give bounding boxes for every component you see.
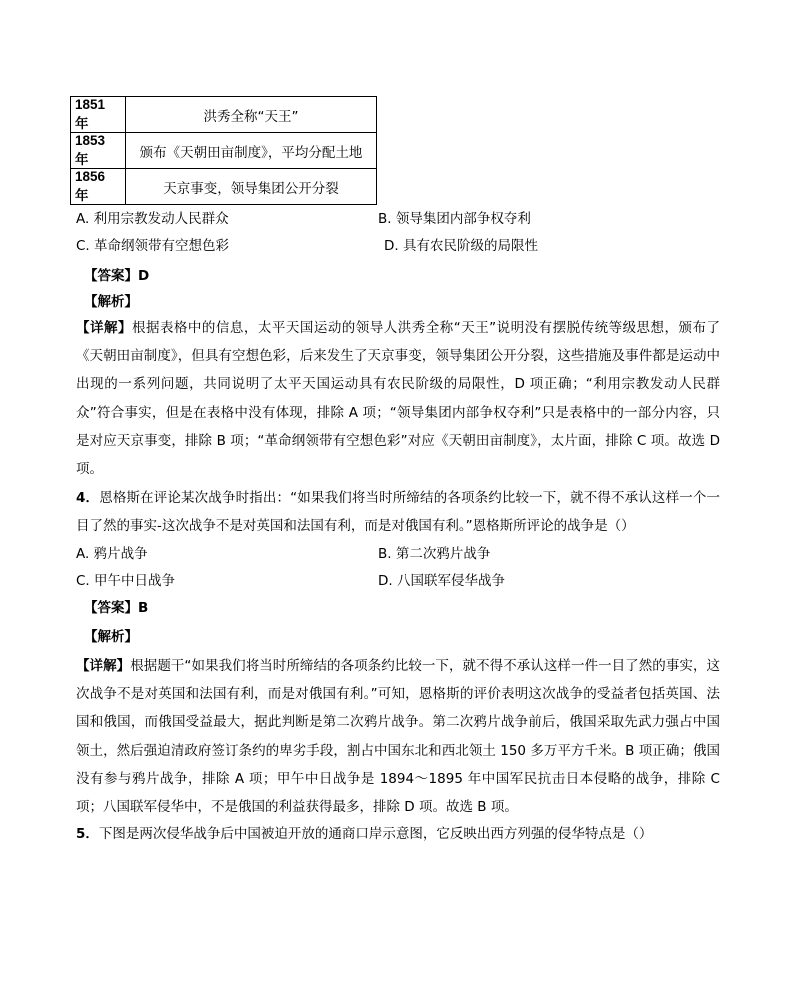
q4-answer bbox=[84, 598, 148, 618]
q4-analysis-label: 【解析】 bbox=[84, 629, 138, 645]
q5-stem bbox=[76, 824, 652, 844]
q4-stem bbox=[76, 484, 720, 540]
q4-number: 4． bbox=[76, 490, 100, 506]
table-row bbox=[71, 169, 377, 205]
q3-analysis-label: 【解析】 bbox=[84, 294, 138, 310]
year-cell: 1851 年 bbox=[71, 97, 126, 133]
year-cell: 1853 年 bbox=[71, 133, 126, 169]
q4-option-b: B. 第二次鸦片战争 bbox=[378, 546, 491, 562]
q4-option-a: A. 鸦片战争 bbox=[76, 546, 148, 562]
q4-option-c: C. 甲午中日战争 bbox=[76, 573, 176, 589]
event-cell: 颁布《天朝田亩制度》，平均分配土地 bbox=[126, 133, 377, 169]
events-table bbox=[70, 96, 377, 205]
q3-option-c: C. 革命纲领带有空想色彩 bbox=[76, 238, 230, 254]
answer-label: 【答案】 bbox=[84, 600, 138, 616]
q3-option-a: A. 利用宗教发动人民群众 bbox=[76, 211, 229, 227]
q3-detail bbox=[76, 314, 720, 483]
q5-number: 5． bbox=[76, 826, 99, 842]
answer-label: 【答案】 bbox=[84, 268, 138, 284]
table-row bbox=[71, 133, 377, 169]
table-row bbox=[71, 97, 377, 133]
q3-answer bbox=[84, 266, 149, 286]
event-cell: 天京事变，领导集团公开分裂 bbox=[126, 169, 377, 205]
q3-option-b: B. 领导集团内部争权夺利 bbox=[378, 211, 531, 227]
q5-stem-text: 下图是两次侵华战争后中国被迫开放的通商口岸示意图，它反映出西方列强的侵华特点是（） bbox=[98, 826, 653, 842]
q4-option-d: D. 八国联军侵华战争 bbox=[378, 573, 505, 589]
answer-value: B bbox=[138, 600, 149, 616]
q3-option-d: D. 具有农民阶级的局限性 bbox=[384, 238, 538, 254]
detail-label: 【详解】 bbox=[76, 658, 131, 674]
q4-stem-text: 恩格斯在评论某次战争时指出：“如果我们将当时所缔结的各项条约比较一下，就不得不承认这样一个一目了然的事实-这次战争不是对英国和法国有利，而是对俄国有利。”恩格斯所评论的战争是（） bbox=[76, 490, 720, 535]
year-cell: 1856 年 bbox=[71, 169, 126, 205]
answer-value: D bbox=[138, 268, 150, 284]
event-cell: 洪秀全称“天王” bbox=[126, 97, 377, 133]
detail-label: 【详解】 bbox=[76, 320, 132, 336]
q4-detail bbox=[76, 652, 720, 821]
detail-text: 根据题干“如果我们将当时所缔结的各项条约比较一下，就不得不承认这样一件一目了然的事实，这次战争不是对英国和法国有利，而是对俄国有利。”可知，恩格斯的评价表明这次战争的受益者包括英国、法国和俄国，而俄国受益最大，据此判断是第二次鸦片战争。第二次鸦片战争前后，俄国采取先武力强占中国领土，然后强迫清政府签订条约的卑劣手段，割占中国东北和西北领土 150 多万平方千米。B 项正确；俄国没有参与鸦片战争，排除 A 项；甲午中日战争是 1894～1895 年中国军民抗击日本侵略的战争，排除 C 项；八国联军侵华中，不是俄国的利益获得最多，排除 D 项。故选 B 项。 bbox=[76, 658, 720, 816]
detail-text: 根据表格中的信息，太平天国运动的领导人洪秀全称“天王”说明没有摆脱传统等级思想，颁布了《天朝田亩制度》，但具有空想色彩，后来发生了天京事变，领导集团公开分裂，这些措施及事件都是运动中出现的一系列问题，共同说明了太平天国运动具有农民阶级的局限性，D 项正确；“利用宗教发动人民群众”符合事实，但是在表格中没有体现，排除 A 项；“领导集团内部争权夺利”只是表格中的一部分内容，只是对应天京事变，排除 B 项；“革命纲领带有空想色彩”对应《天朝田亩制度》，太片面，排除 C 项。故选 D 项。 bbox=[76, 320, 720, 478]
